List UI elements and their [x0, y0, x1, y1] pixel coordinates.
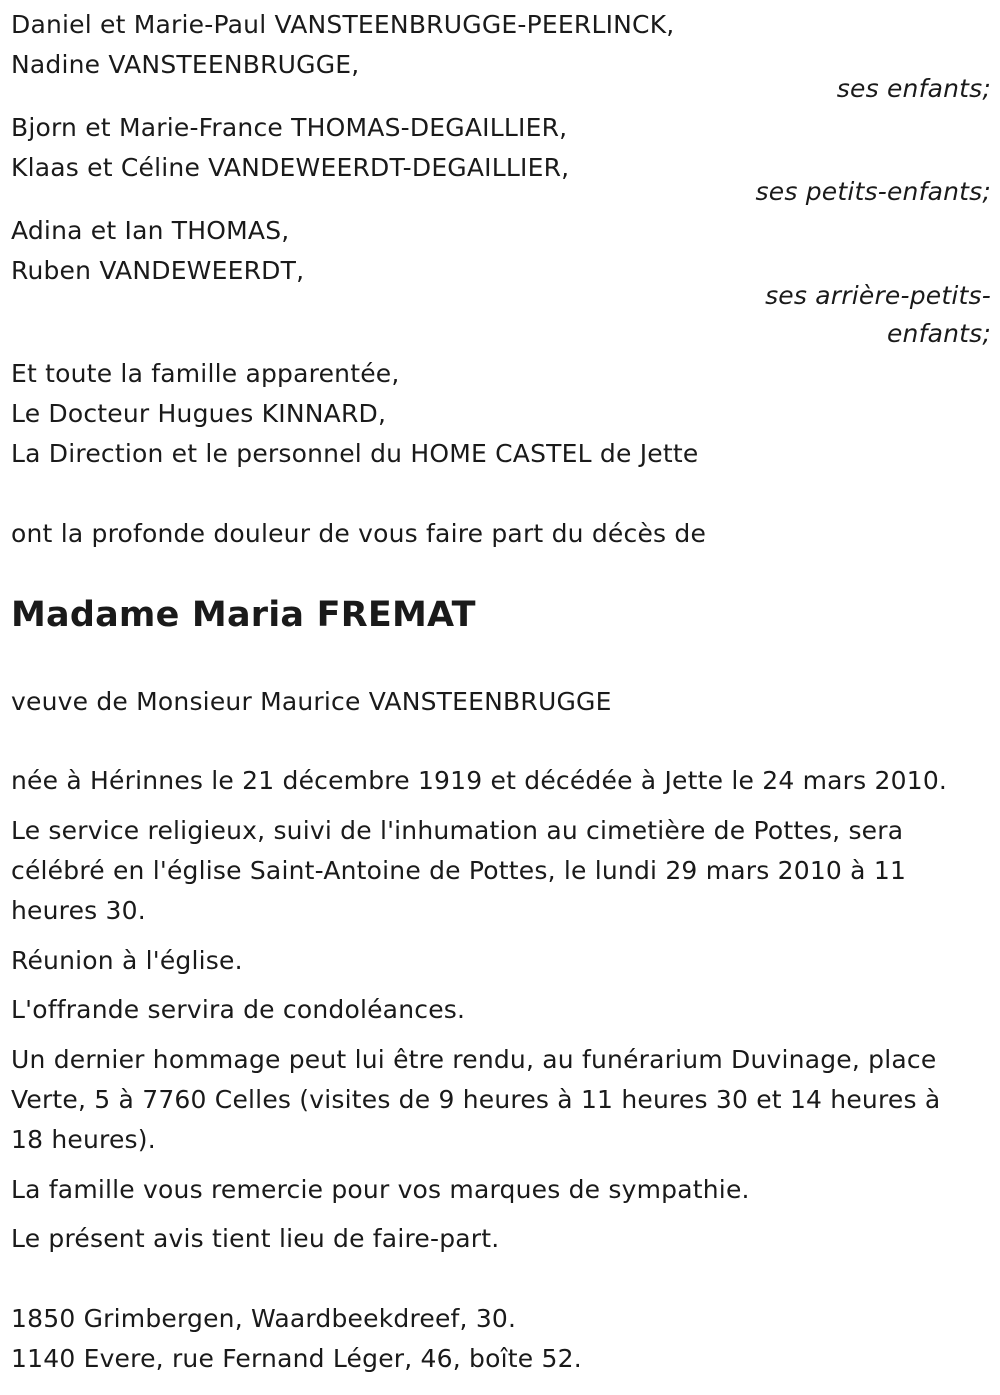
- tribute-line-2: Verte, 5 à 7760 Celles (visites de 9 heures à 11 heures 30 et 14 heures à: [11, 1085, 941, 1114]
- family-great-grandchildren-line-1: Adina et Ian THOMAS,: [11, 216, 290, 245]
- deceased-name-heading: Madame Maria FREMAT: [11, 595, 476, 635]
- widow-of-text: veuve de Monsieur Maurice VANSTEENBRUGGE: [11, 687, 612, 716]
- offering-text: L'offrande servira de condoléances.: [11, 995, 466, 1024]
- family-others-line-3: La Direction et le personnel du HOME CASTEL de Jette: [11, 439, 699, 468]
- family-children-line-1: Daniel et Marie-Paul VANSTEENBRUGGE-PEERLINCK,: [11, 10, 675, 39]
- notice-text: Le présent avis tient lieu de faire-part.: [11, 1224, 500, 1253]
- address-line-2: 1140 Evere, rue Fernand Léger, 46, boîte 52.: [11, 1344, 582, 1373]
- family-grandchildren-line-1: Bjorn et Marie-France THOMAS-DEGAILLIER,: [11, 113, 568, 142]
- announcement-text: ont la profonde douleur de vous faire part du décès de: [11, 519, 707, 548]
- great-grandchildren-role-label-2: enfants;: [886, 319, 991, 348]
- service-line-1: Le service religieux, suivi de l'inhumation au cimetière de Pottes, sera: [11, 816, 904, 845]
- family-great-grandchildren-line-2: Ruben VANDEWEERDT,: [11, 256, 305, 285]
- great-grandchildren-role-label-1: ses arrière-petits-: [765, 281, 991, 310]
- family-grandchildren-line-2: Klaas et Céline VANDEWEERDT-DEGAILLIER,: [11, 153, 570, 182]
- tribute-line-3: 18 heures).: [11, 1125, 156, 1154]
- grandchildren-role-label: ses petits-enfants;: [755, 177, 991, 206]
- service-line-2: célébré en l'église Saint-Antoine de Pottes, le lundi 29 mars 2010 à 11: [11, 856, 907, 885]
- address-line-1: 1850 Grimbergen, Waardbeekdreef, 30.: [11, 1304, 517, 1333]
- meeting-text: Réunion à l'église.: [11, 946, 243, 975]
- service-line-3: heures 30.: [11, 896, 146, 925]
- children-role-label: ses enfants;: [836, 74, 991, 103]
- tribute-line-1: Un dernier hommage peut lui être rendu, au funérarium Duvinage, place: [11, 1045, 937, 1074]
- thanks-text: La famille vous remercie pour vos marques de sympathie.: [11, 1175, 750, 1204]
- family-others-line-1: Et toute la famille apparentée,: [11, 359, 400, 388]
- family-children-line-2: Nadine VANSTEENBRUGGE,: [11, 50, 360, 79]
- birth-death-text: née à Hérinnes le 21 décembre 1919 et décédée à Jette le 24 mars 2010.: [11, 766, 948, 795]
- family-others-line-2: Le Docteur Hugues KINNARD,: [11, 399, 387, 428]
